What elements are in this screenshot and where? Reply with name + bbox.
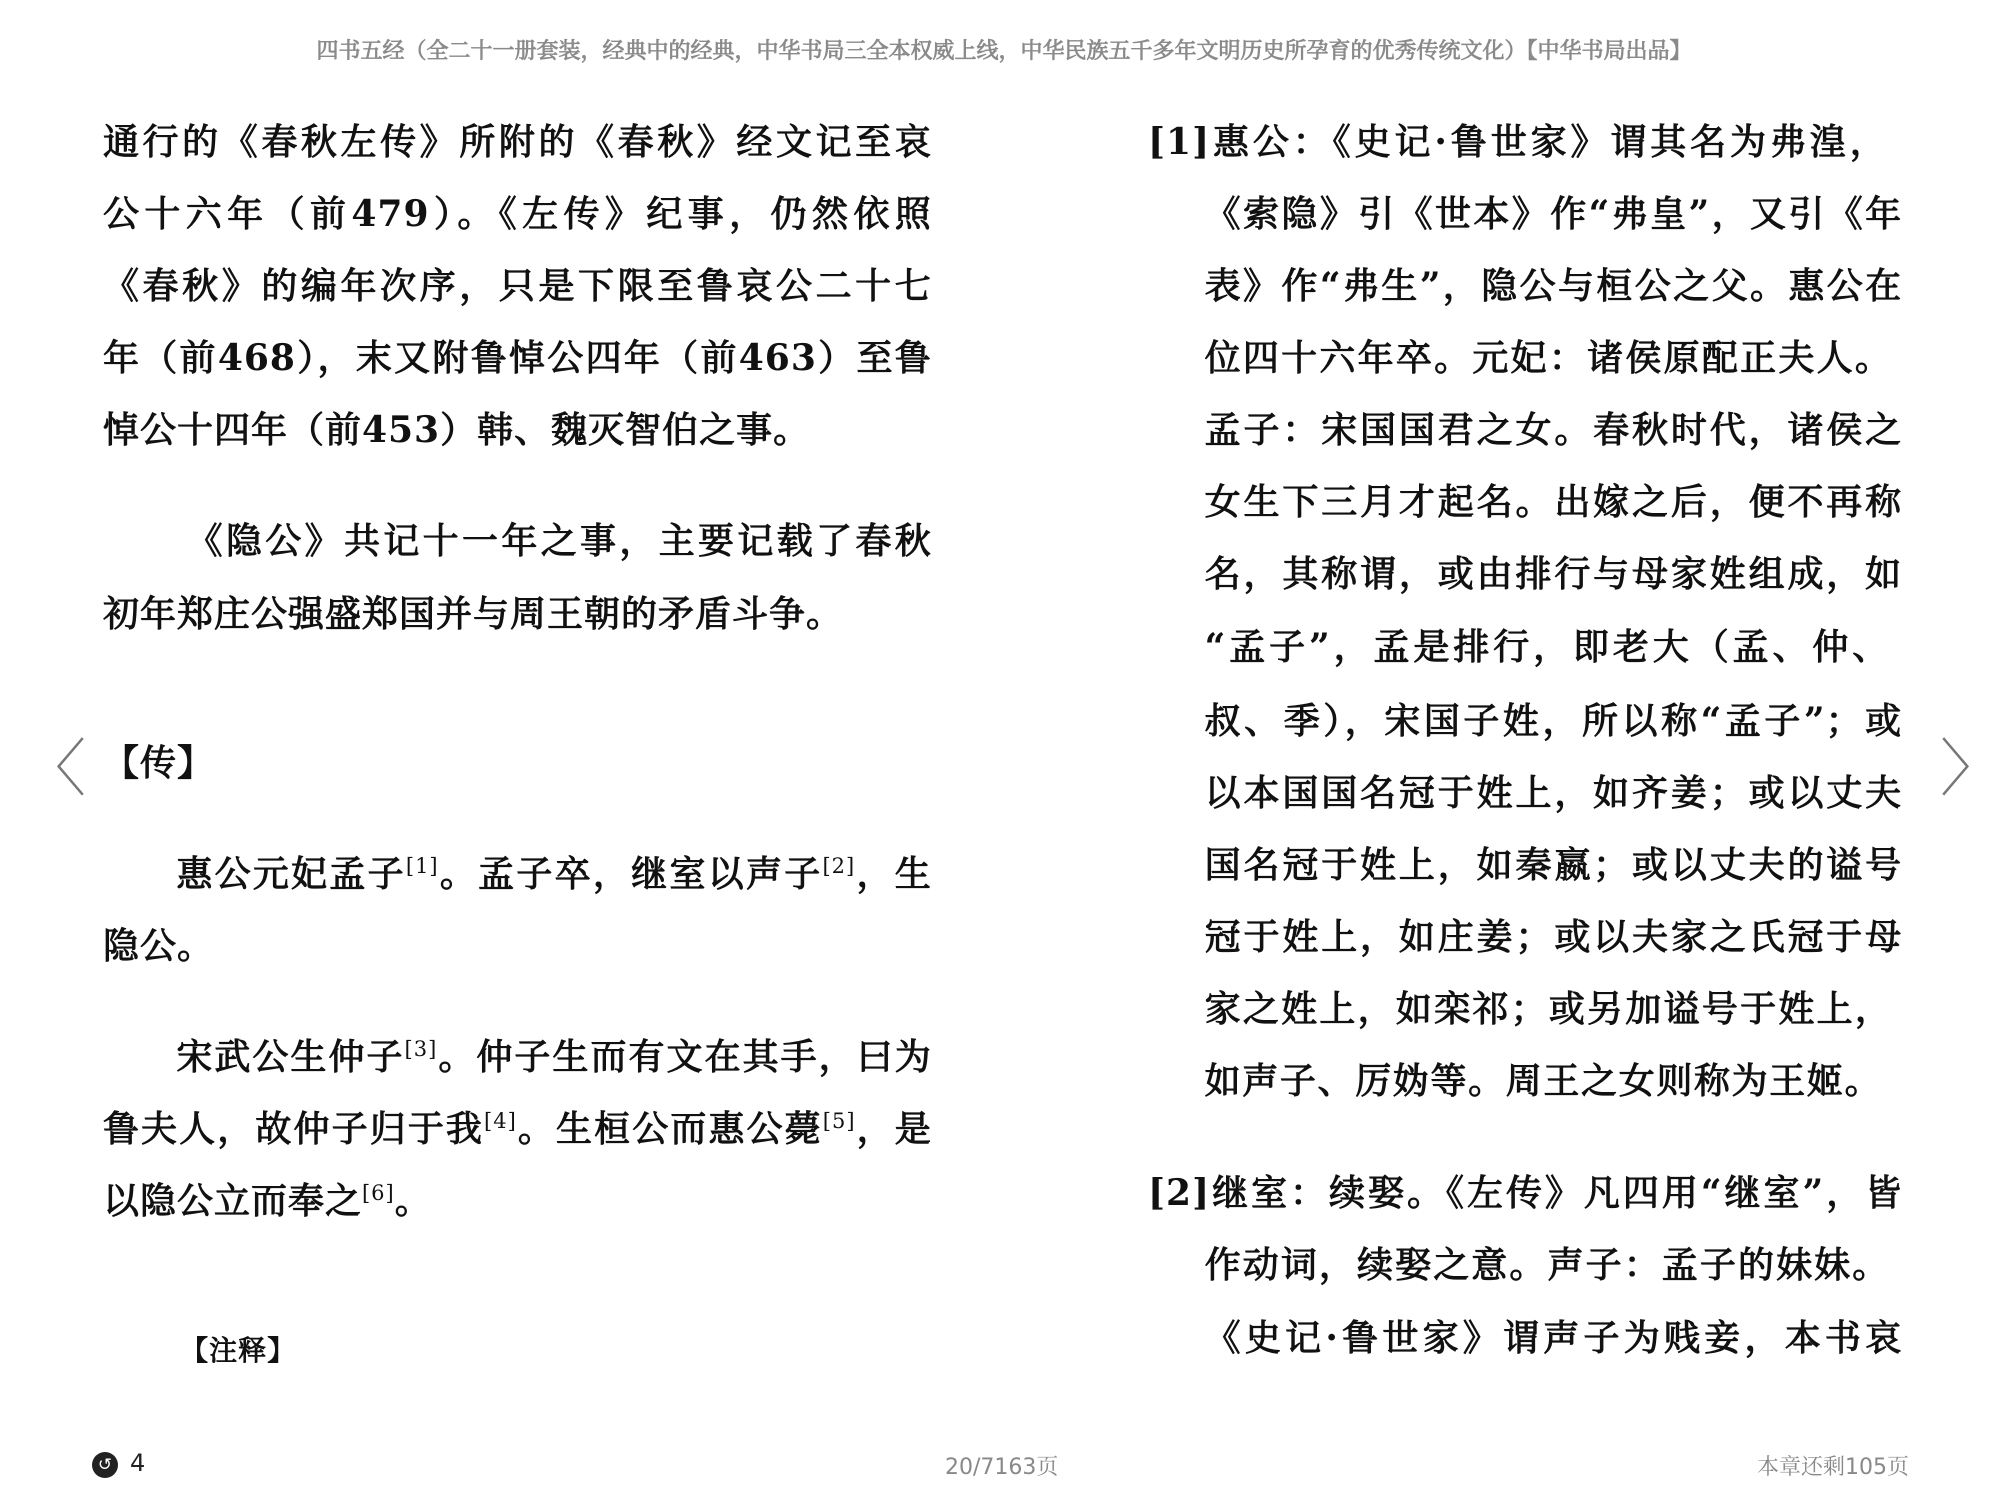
- text-segment: 如声子、厉妫等。周王之女则称为王姬。: [1204, 1060, 1882, 1103]
- right-text-line: [1205, 622, 1890, 672]
- text-segment: 隐公。: [102, 924, 214, 967]
- left-text-line: [176, 1032, 931, 1082]
- text-segment: 女生下三月才起名。出嫁之后，便不再称: [1204, 480, 1903, 523]
- right-text-line: [1148, 1168, 1902, 1218]
- text-segment: 《史记·鲁世家》谓声子为贱妾，本书哀: [1204, 1317, 1903, 1360]
- footnote-ref-link[interactable]: [4]: [484, 1108, 517, 1133]
- text-segment: 家之姓上，如栾祁；或另加谥号于姓上，: [1204, 988, 1892, 1030]
- left-text-line: [187, 516, 932, 566]
- right-text-line: [1205, 1313, 1903, 1363]
- text-segment: 初年郑庄公强盛郑国并与周王朝的矛盾斗争。: [102, 592, 843, 635]
- text-segment: 冠于姓上，如庄姜；或以夫家之氏冠于母: [1204, 915, 1903, 958]
- left-text-line: [103, 261, 932, 311]
- left-text-line: [103, 405, 932, 455]
- book-title: 四书五经（全二十一册套装，经典中的经典，中华书局三全本权威上线，中华民族五千多年文明历史所孕育的优秀传统文化）【中华书局出品】: [316, 39, 1692, 64]
- chapter-remaining: 本章还剩105页: [1757, 1455, 1909, 1480]
- left-text-line: [180, 1326, 296, 1376]
- text-segment: 【注释】: [180, 1334, 297, 1368]
- text-segment: 作动词，续娶之意。声子：孟子的妹妹。: [1204, 1244, 1890, 1287]
- left-text-line: [103, 921, 214, 971]
- back-button[interactable]: [92, 1452, 118, 1478]
- right-text-line: [1205, 189, 1903, 239]
- left-text-line: [103, 333, 932, 383]
- text-segment: 【传】: [102, 742, 214, 785]
- right-text-line: [1205, 405, 1903, 455]
- text-segment: 表》作“弗生”，隐公与桓公之父。惠公在: [1204, 264, 1903, 307]
- text-segment: 位四十六年卒。元妃：诸侯原配正夫人。: [1204, 336, 1892, 379]
- left-text-line: [103, 1176, 432, 1226]
- back-count: 4: [130, 1449, 146, 1477]
- left-text-line: [103, 189, 932, 239]
- left-text-line: [103, 738, 214, 788]
- chevron-right-icon: 〉: [1940, 732, 2003, 805]
- right-text-line: [1205, 1056, 1882, 1106]
- text-segment: 宋武公生仲子: [176, 1035, 405, 1078]
- text-segment: 《隐公》共记十一年之事，主要记载了春秋: [186, 519, 932, 562]
- right-text-line: [1205, 477, 1903, 527]
- footnote-ref-link[interactable]: [2]: [822, 853, 856, 878]
- text-segment: 。生桓公而惠公薨: [516, 1107, 823, 1150]
- text-segment: 公十六年（前479）。《左传》纪事，仍然依照: [102, 192, 932, 235]
- text-segment: 孟子：宋国国君之女。春秋时代，诸侯之: [1204, 408, 1903, 451]
- chevron-left-icon: 〈: [24, 732, 87, 805]
- text-segment: 鲁夫人，故仲子归于我: [102, 1107, 485, 1150]
- right-text-line: [1205, 912, 1903, 962]
- right-text-line: [1205, 333, 1892, 383]
- footnote-ref-link[interactable]: [5]: [822, 1108, 856, 1133]
- text-segment: “孟子”，孟是排行，即老大（孟、仲、: [1204, 626, 1890, 669]
- back-arrow-icon: ↺: [97, 1455, 113, 1475]
- page-indicator: 20/7163页: [945, 1455, 1059, 1480]
- text-segment: 以隐公立而奉之: [102, 1179, 362, 1222]
- right-text-line: [1205, 768, 1903, 818]
- left-text-line: [103, 589, 932, 639]
- prev-page-button[interactable]: [24, 732, 87, 805]
- left-text-line: [103, 1104, 932, 1154]
- text-segment: 年（前468），末又附鲁悼公四年（前463）至鲁: [102, 336, 932, 379]
- text-segment: 叔、季），宋国子姓，所以称“孟子”；或: [1204, 699, 1903, 742]
- text-segment: 名，其称谓，或由排行与母家姓组成，如: [1204, 553, 1903, 595]
- right-text-line: [1205, 984, 1892, 1034]
- text-segment: [2]继室：续娶。《左传》凡四用“继室”，皆: [1148, 1172, 1903, 1215]
- text-segment: 国名冠于姓上，如秦嬴；或以丈夫的谥号: [1204, 843, 1903, 886]
- text-segment: 《春秋》的编年次序，只是下限至鲁哀公二十七: [102, 264, 932, 307]
- footnote-ref-link[interactable]: [1]: [405, 853, 439, 878]
- text-segment: 《索隐》引《世本》作“弗皇”，又引《年: [1204, 192, 1903, 235]
- text-segment: ，是: [855, 1107, 932, 1150]
- text-segment: 。: [394, 1179, 432, 1222]
- text-segment: [1]惠公：《史记·鲁世家》谓其名为弗湟，: [1148, 120, 1887, 163]
- text-segment: 悼公十四年（前453）韩、魏灭智伯之事。: [102, 408, 811, 451]
- right-text-line: [1205, 696, 1903, 746]
- left-text-line: [103, 117, 932, 167]
- right-text-line: [1205, 840, 1903, 890]
- left-text-line: [176, 849, 931, 899]
- next-page-button[interactable]: [1940, 732, 2003, 805]
- text-segment: 以本国国名冠于姓上，如齐姜；或以丈夫: [1204, 771, 1903, 814]
- right-text-line: [1205, 549, 1903, 599]
- text-segment: 惠公元妃孟子: [176, 852, 406, 895]
- right-text-line: [1148, 117, 1887, 167]
- right-text-line: [1205, 1240, 1890, 1290]
- text-segment: 。仲子生而有文在其手，曰为: [437, 1035, 932, 1078]
- text-segment: ，生: [855, 852, 932, 895]
- text-segment: 通行的《春秋左传》所附的《春秋》经文记至哀: [102, 120, 932, 163]
- footnote-ref-link[interactable]: [6]: [361, 1180, 395, 1205]
- right-text-line: [1205, 261, 1903, 311]
- text-segment: 。孟子卒，继室以声子: [438, 852, 823, 895]
- footnote-ref-link[interactable]: [3]: [404, 1036, 438, 1061]
